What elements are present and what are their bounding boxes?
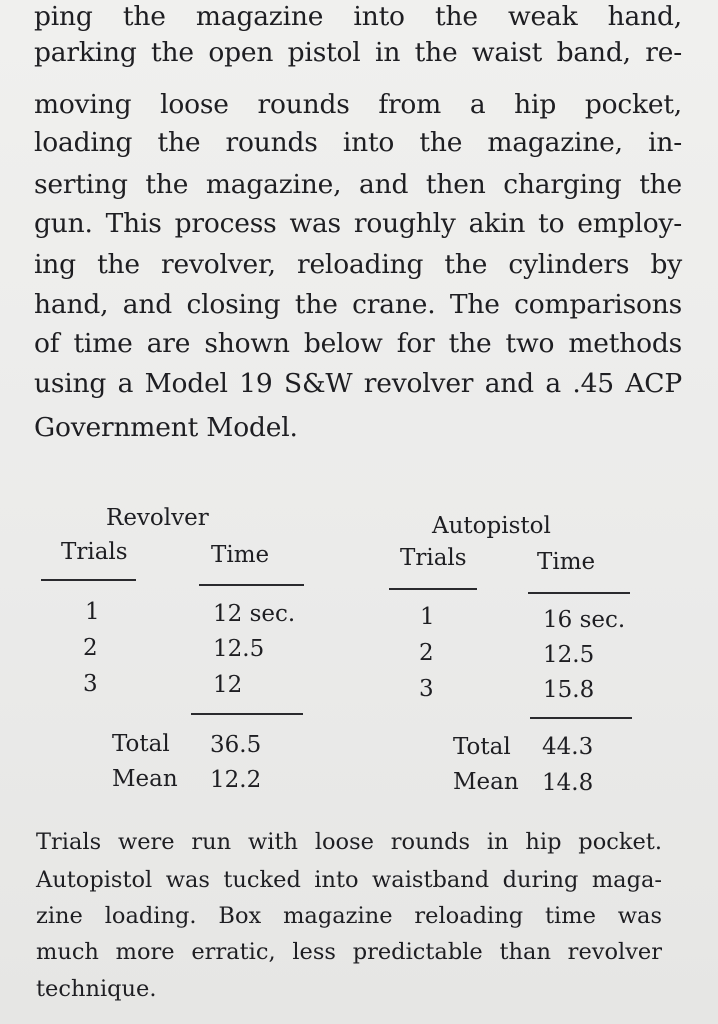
- total-label: Total: [112, 731, 170, 757]
- table-title: Revolver: [106, 505, 209, 531]
- column-header-time: Time: [211, 542, 270, 568]
- paragraph-line: hand, and closing the crane. The comparisons: [34, 289, 682, 320]
- header-rule: [41, 579, 136, 581]
- total-label: Total: [453, 734, 511, 760]
- trial-number: 2: [419, 640, 434, 666]
- paragraph-line: ping the magazine into the weak hand,: [34, 1, 682, 32]
- mean-value: 12.2: [210, 767, 262, 793]
- total-rule: [191, 713, 303, 715]
- paragraph-line: using a Model 19 S&W revolver and a .45 ACP: [34, 368, 682, 399]
- trial-number: 3: [83, 671, 98, 697]
- caption-line: zine loading. Box magazine reloading time was: [36, 903, 662, 929]
- caption-line: Trials were run with loose rounds in hip pocket.: [36, 829, 662, 855]
- total-value: 44.3: [542, 734, 594, 760]
- paragraph-line: of time are shown below for the two methods: [34, 328, 682, 359]
- trial-number: 2: [83, 635, 98, 661]
- paragraph-line: serting the magazine, and then charging the: [34, 169, 682, 200]
- paragraph-line: parking the open pistol in the waist band, re-: [34, 37, 682, 68]
- trial-time: 15.8: [543, 677, 595, 703]
- paragraph-line: gun. This process was roughly akin to employ-: [34, 208, 682, 239]
- caption-line: much more erratic, less predictable than revolver: [36, 939, 662, 965]
- total-rule: [530, 717, 632, 719]
- paragraph-line: loading the rounds into the magazine, in-: [34, 127, 682, 158]
- trial-time: 12.5: [213, 636, 265, 662]
- trial-time: 12 sec.: [213, 601, 296, 627]
- trial-time: 12: [213, 672, 243, 698]
- mean-label: Mean: [453, 769, 519, 795]
- mean-label: Mean: [112, 766, 178, 792]
- trial-number: 1: [420, 604, 435, 630]
- table-title: Autopistol: [432, 513, 551, 539]
- trial-number: 1: [85, 599, 100, 625]
- trial-number: 3: [419, 676, 434, 702]
- header-rule: [389, 588, 477, 590]
- header-rule: [199, 584, 304, 586]
- trial-time: 16 sec.: [543, 607, 626, 633]
- column-header-time: Time: [537, 549, 596, 575]
- mean-value: 14.8: [542, 770, 594, 796]
- total-value: 36.5: [210, 732, 262, 758]
- header-rule: [528, 592, 630, 594]
- paragraph-line: Government Model.: [34, 412, 298, 443]
- paragraph-line: ing the revolver, reloading the cylinders by: [34, 249, 682, 280]
- paragraph-line: moving loose rounds from a hip pocket,: [34, 89, 682, 120]
- caption-line: technique.: [36, 976, 157, 1002]
- column-header-trials: Trials: [61, 539, 128, 565]
- column-header-trials: Trials: [400, 545, 467, 571]
- trial-time: 12.5: [543, 642, 595, 668]
- caption-line: Autopistol was tucked into waistband during maga-: [36, 867, 662, 893]
